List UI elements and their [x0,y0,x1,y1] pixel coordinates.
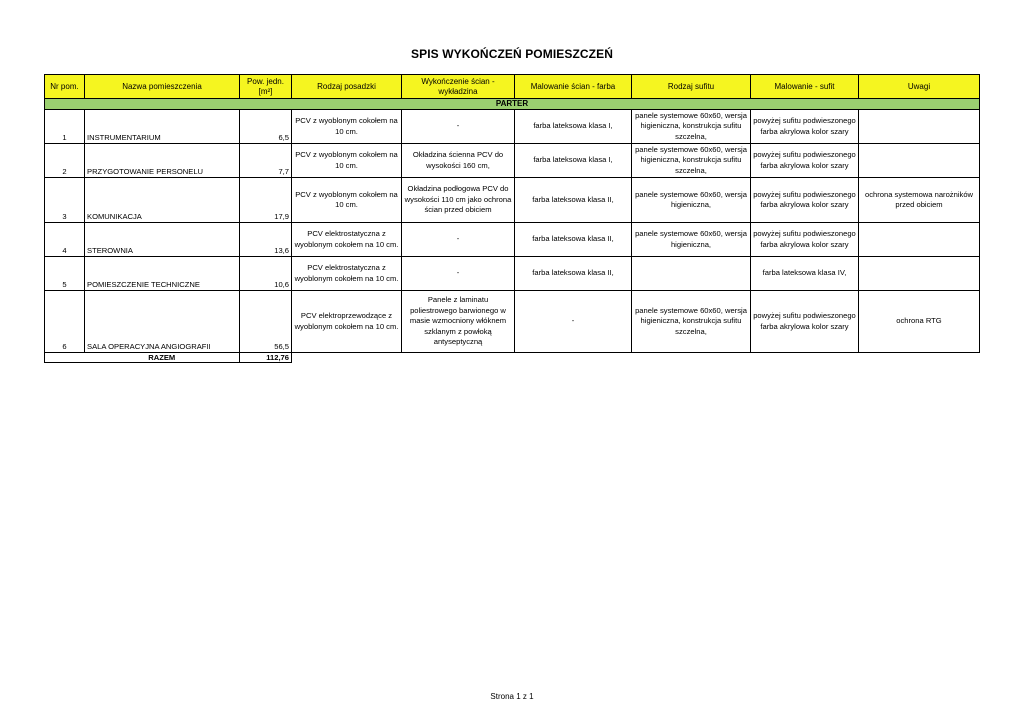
header-name: Nazwa pomieszczenia [85,75,240,99]
cell-wall-paint: farba lateksowa klasa II, [515,257,632,291]
cell-notes [859,110,980,144]
total-label: RAZEM [85,353,240,363]
cell-name: POMIESZCZENIE TECHNICZNE [85,257,240,291]
cell-walls: - [402,257,515,291]
header-wall-paint: Malowanie ścian - farba [515,75,632,99]
cell-ceiling: panele systemowe 60x60, wersja higieniczna, konstrukcja sufitu szczelna, [632,110,751,144]
cell-ceiling [632,257,751,291]
header-row [45,75,980,99]
total-row [45,353,980,363]
table-row [45,144,980,178]
cell-ceiling-paint: powyżej sufitu podwieszonego farba akrylowa kolor szary [751,291,859,353]
cell-name: STEROWNIA [85,223,240,257]
cell-name: SALA OPERACYJNA ANGIOGRAFII [85,291,240,353]
cell-name: INSTRUMENTARIUM [85,110,240,144]
cell-nr: 4 [45,223,85,257]
cell-area: 56,5 [240,291,292,353]
cell-floor: PCV elektrostatyczna z wyoblonym cokołem na 10 cm. [292,257,402,291]
cell-wall-paint: - [515,291,632,353]
cell-ceiling-paint: powyżej sufitu podwieszonego farba akrylowa kolor szary [751,223,859,257]
cell-nr: 1 [45,110,85,144]
header-area: Pow. jedn. [m²] [240,75,292,99]
cell-floor: PCV elektroprzewodzące z wyoblonym cokołem na 10 cm. [292,291,402,353]
table-row [45,223,980,257]
cell-nr: 6 [45,291,85,353]
cell-ceiling-paint: farba lateksowa klasa IV, [751,257,859,291]
cell-floor: PCV z wyoblonym cokołem na 10 cm. [292,178,402,223]
cell-walls: - [402,223,515,257]
finishes-table [44,74,980,363]
cell-nr: 5 [45,257,85,291]
cell-walls: Panele z laminatu poliestrowego barwionego w masie wzmocniony włóknem szklanym z powłoką antyseptyczną [402,291,515,353]
cell-nr: 3 [45,178,85,223]
section-row [45,99,980,110]
document-title: SPIS WYKOŃCZEŃ POMIESZCZEŃ [411,47,613,61]
page-number: Strona 1 z 1 [490,692,534,701]
header-ceiling: Rodzaj sufitu [632,75,751,99]
cell-wall-paint: farba lateksowa klasa I, [515,144,632,178]
cell-name: KOMUNIKACJA [85,178,240,223]
cell-walls: - [402,110,515,144]
table-row [45,110,980,144]
cell-wall-paint: farba lateksowa klasa I, [515,110,632,144]
cell-name: PRZYGOTOWANIE PERSONELU [85,144,240,178]
cell-ceiling-paint: powyżej sufitu podwieszonego farba akrylowa kolor szary [751,110,859,144]
header-walls: Wykończenie ścian - wykładzina [402,75,515,99]
table-row [45,178,980,223]
cell-walls: Okładzina ścienna PCV do wysokości 160 cm, [402,144,515,178]
header-nr: Nr pom. [45,75,85,99]
cell-floor: PCV z wyoblonym cokołem na 10 cm. [292,144,402,178]
cell-wall-paint: farba lateksowa klasa II, [515,223,632,257]
cell-ceiling: panele systemowe 60x60, wersja higieniczna, konstrukcja sufitu szczelna, [632,144,751,178]
cell-walls: Okładzina podłogowa PCV do wysokości 110 cm jako ochrona ścian przed obiciem [402,178,515,223]
cell-notes: ochrona RTG [859,291,980,353]
cell-floor: PCV elektrostatyczna z wyoblonym cokołem na 10 cm. [292,223,402,257]
cell-notes [859,223,980,257]
header-floor: Rodzaj posadzki [292,75,402,99]
cell-ceiling: panele systemowe 60x60, wersja higieniczna, konstrukcja sufitu szczelna, [632,291,751,353]
section-label: PARTER [45,99,980,110]
total-value: 112,76 [240,353,292,363]
cell-ceiling: panele systemowe 60x60, wersja higieniczna, [632,178,751,223]
cell-area: 10,6 [240,257,292,291]
cell-notes: ochrona systemowa narożników przed obiciem [859,178,980,223]
cell-ceiling: panele systemowe 60x60, wersja higieniczna, [632,223,751,257]
cell-floor: PCV z wyoblonym cokołem na 10 cm. [292,110,402,144]
header-notes: Uwagi [859,75,980,99]
cell-area: 13,6 [240,223,292,257]
header-ceiling-paint: Malowanie - sufit [751,75,859,99]
cell-area: 7,7 [240,144,292,178]
cell-notes [859,144,980,178]
cell-ceiling-paint: powyżej sufitu podwieszonego farba akrylowa kolor szary [751,178,859,223]
cell-nr: 2 [45,144,85,178]
cell-notes [859,257,980,291]
cell-wall-paint: farba lateksowa klasa II, [515,178,632,223]
table-row [45,257,980,291]
cell-area: 17,9 [240,178,292,223]
cell-ceiling-paint: powyżej sufitu podwieszonego farba akrylowa kolor szary [751,144,859,178]
cell-area: 6,5 [240,110,292,144]
table-row [45,291,980,353]
